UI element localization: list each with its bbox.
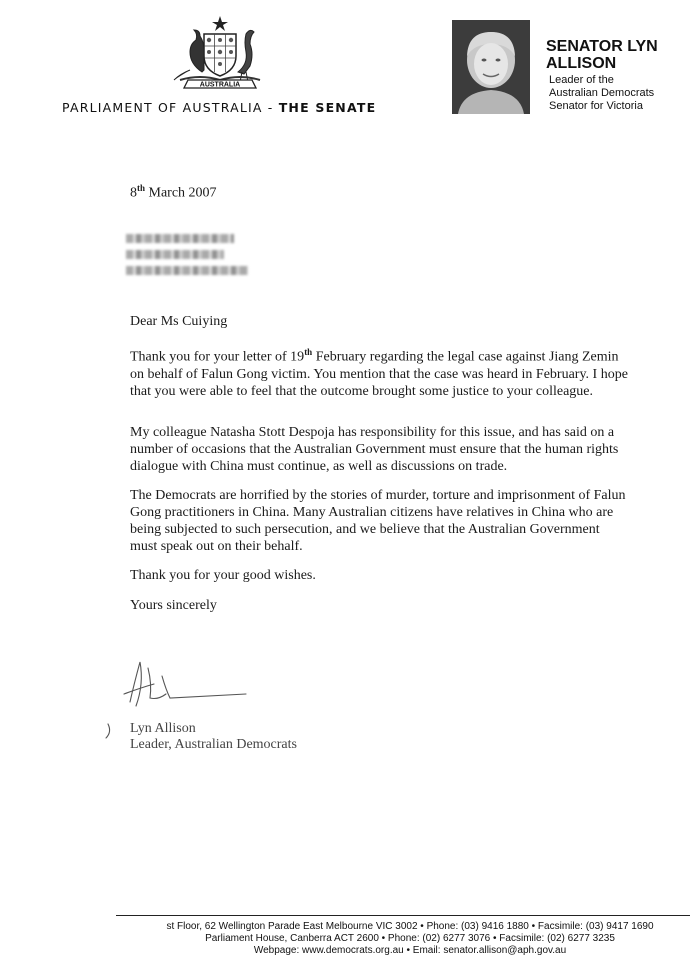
footer-web-email: Webpage: www.democrats.org.au • Email: senator.allison@aph.gov.au — [253, 945, 567, 956]
redacted-address-line — [126, 234, 234, 243]
senator-photo — [452, 20, 530, 114]
letter-date — [130, 183, 217, 202]
senator-role-line: Leader of the — [549, 74, 614, 86]
footer-divider — [116, 915, 690, 916]
senator-state-line: Senator for Victoria — [549, 100, 643, 112]
salutation: Dear Ms Cuiying — [130, 314, 228, 329]
redacted-address-line — [126, 250, 224, 259]
coat-of-arms-icon — [160, 14, 280, 96]
footer-contact — [120, 921, 700, 957]
date-day: 8 — [130, 185, 137, 201]
title-separator: - — [262, 100, 279, 115]
date-suffix: th — [137, 183, 146, 193]
senate-label: THE SENATE — [278, 100, 377, 115]
signer-title: Leader, Australian Democrats — [130, 737, 297, 752]
body-paragraph-2: My colleague Natasha Stott Despoja has responsibility for this issue, and has said on a number of occasions that the Australian Government must ensure that the human rights dialogue with China must continue, as well as discussions on trade. — [130, 425, 619, 474]
senator-party-line: Australian Democrats — [549, 87, 655, 99]
redacted-address — [126, 230, 251, 278]
signer-name: Lyn Allison — [130, 721, 196, 736]
para1-sup: th — [304, 347, 313, 357]
date-month-year: March 2007 — [145, 185, 217, 201]
closing: Yours sincerely — [130, 598, 217, 613]
parliament-label: PARLIAMENT OF AUSTRALIA — [62, 100, 263, 115]
body-paragraph-3: The Democrats are horrified by the stories of murder, torture and imprisonment of Falun Gong practitioners in China. Many Australian citizens have relatives in China who are being subjected to such persecution, and we believe that the Australian Government must speak out on their behalf. — [130, 488, 626, 554]
senator-name: SENATOR LYN ALLISON — [546, 38, 658, 72]
redacted-address-line — [126, 266, 248, 275]
para1-start: Thank you for your letter of 19 — [130, 349, 305, 365]
letterhead-title — [62, 100, 376, 115]
para1-rest: February regarding the legal case against Jiang Zemin on behalf of Falun Gong victim. You mention that the case was heard in February. I hope that you were able to feel that the outcome brought some justice to your colleague. — [130, 349, 628, 399]
footer-canberra-address: Parliament House, Canberra ACT 2600 • Phone: (02) 6277 3076 • Facsimile: (02) 6277 3235 — [205, 933, 615, 944]
crest-scroll-label: AUSTRALIA — [199, 81, 241, 89]
senator-details — [549, 74, 689, 113]
footer-melbourne-address: st Floor, 62 Wellington Parade East Melbourne VIC 3002 • Phone: (03) 9416 1880 • Facsimile: (03) 9417 1690 — [166, 921, 654, 932]
body-paragraph-1 — [130, 344, 630, 400]
thanks-line: Thank you for your good wishes. — [130, 568, 316, 583]
